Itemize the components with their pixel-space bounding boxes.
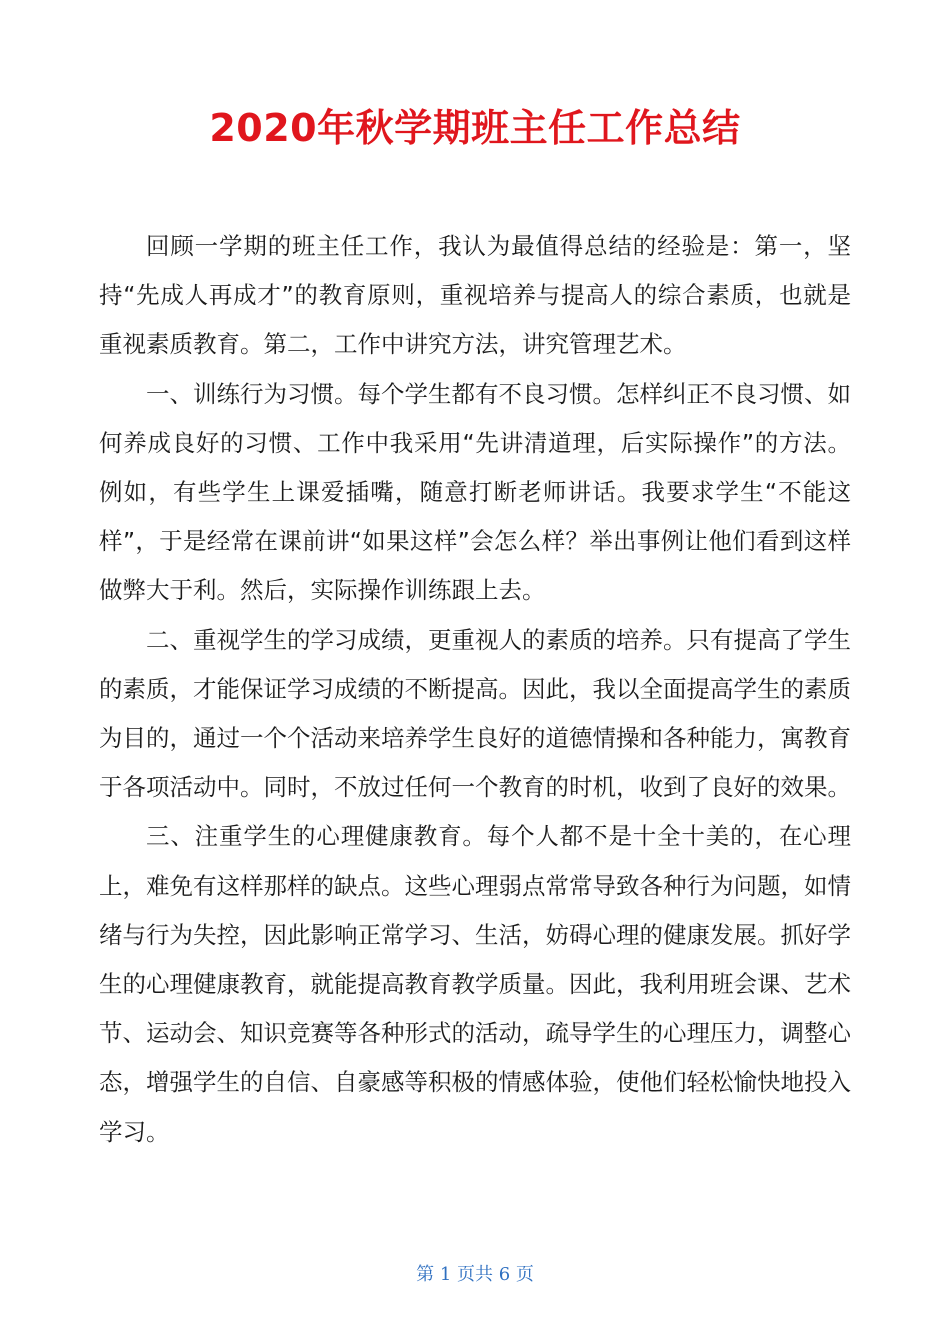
page-number-footer: 第 1 页共 6 页 xyxy=(416,1264,534,1285)
paragraph-intro: 回顾一学期的班主任工作，我认为最值得总结的经验是：第一，坚持“先成人再成才”的教育原则，重视培养与提高人的综合素质，也就是重视素质教育。第二，工作中讲究方法，讲究管理艺术。 xyxy=(99,232,851,359)
paragraph-habits: 一、训练行为习惯。每个学生都有不良习惯。怎样纠正不良习惯、如何养成良好的习惯、工作中我采用“先讲清道理，后实际操作”的方法。例如，有些学生上课爱插嘴，随意打断老师讲话。我要求学生“不能这样”，于是经常在课前讲“如果这样”会怎么样？举出事例让他们看到这样做弊大于利。然后，实际操作训练跟上去。 xyxy=(99,379,851,605)
document-body xyxy=(99,222,851,1157)
document-title: 2020年秋学期班主任工作总结 xyxy=(209,106,741,150)
paragraph-mental-health: 三、注重学生的心理健康教育。每个人都不是十全十美的，在心理上，难免有这样那样的缺点。这些心理弱点常常导致各种行为问题，如情绪与行为失控，因此影响正常学习、生活，妨碍心理的健康发展。抓好学生的心理健康教育，就能提高教育教学质量。因此，我利用班会课、艺术节、运动会、知识竞赛等各种形式的活动，疏导学生的心理压力，调整心态，增强学生的自信、自豪感等积极的情感体验，使他们轻松愉快地投入学习。 xyxy=(99,822,851,1146)
paragraph-quality: 二、重视学生的学习成绩，更重视人的素质的培养。只有提高了学生的素质，才能保证学习成绩的不断提高。因此，我以全面提高学生的素质为目的，通过一个个活动来培养学生良好的道德情操和各种能力，寓教育于各项活动中。同时，不放过任何一个教育的时机，收到了良好的效果。 xyxy=(99,625,851,802)
